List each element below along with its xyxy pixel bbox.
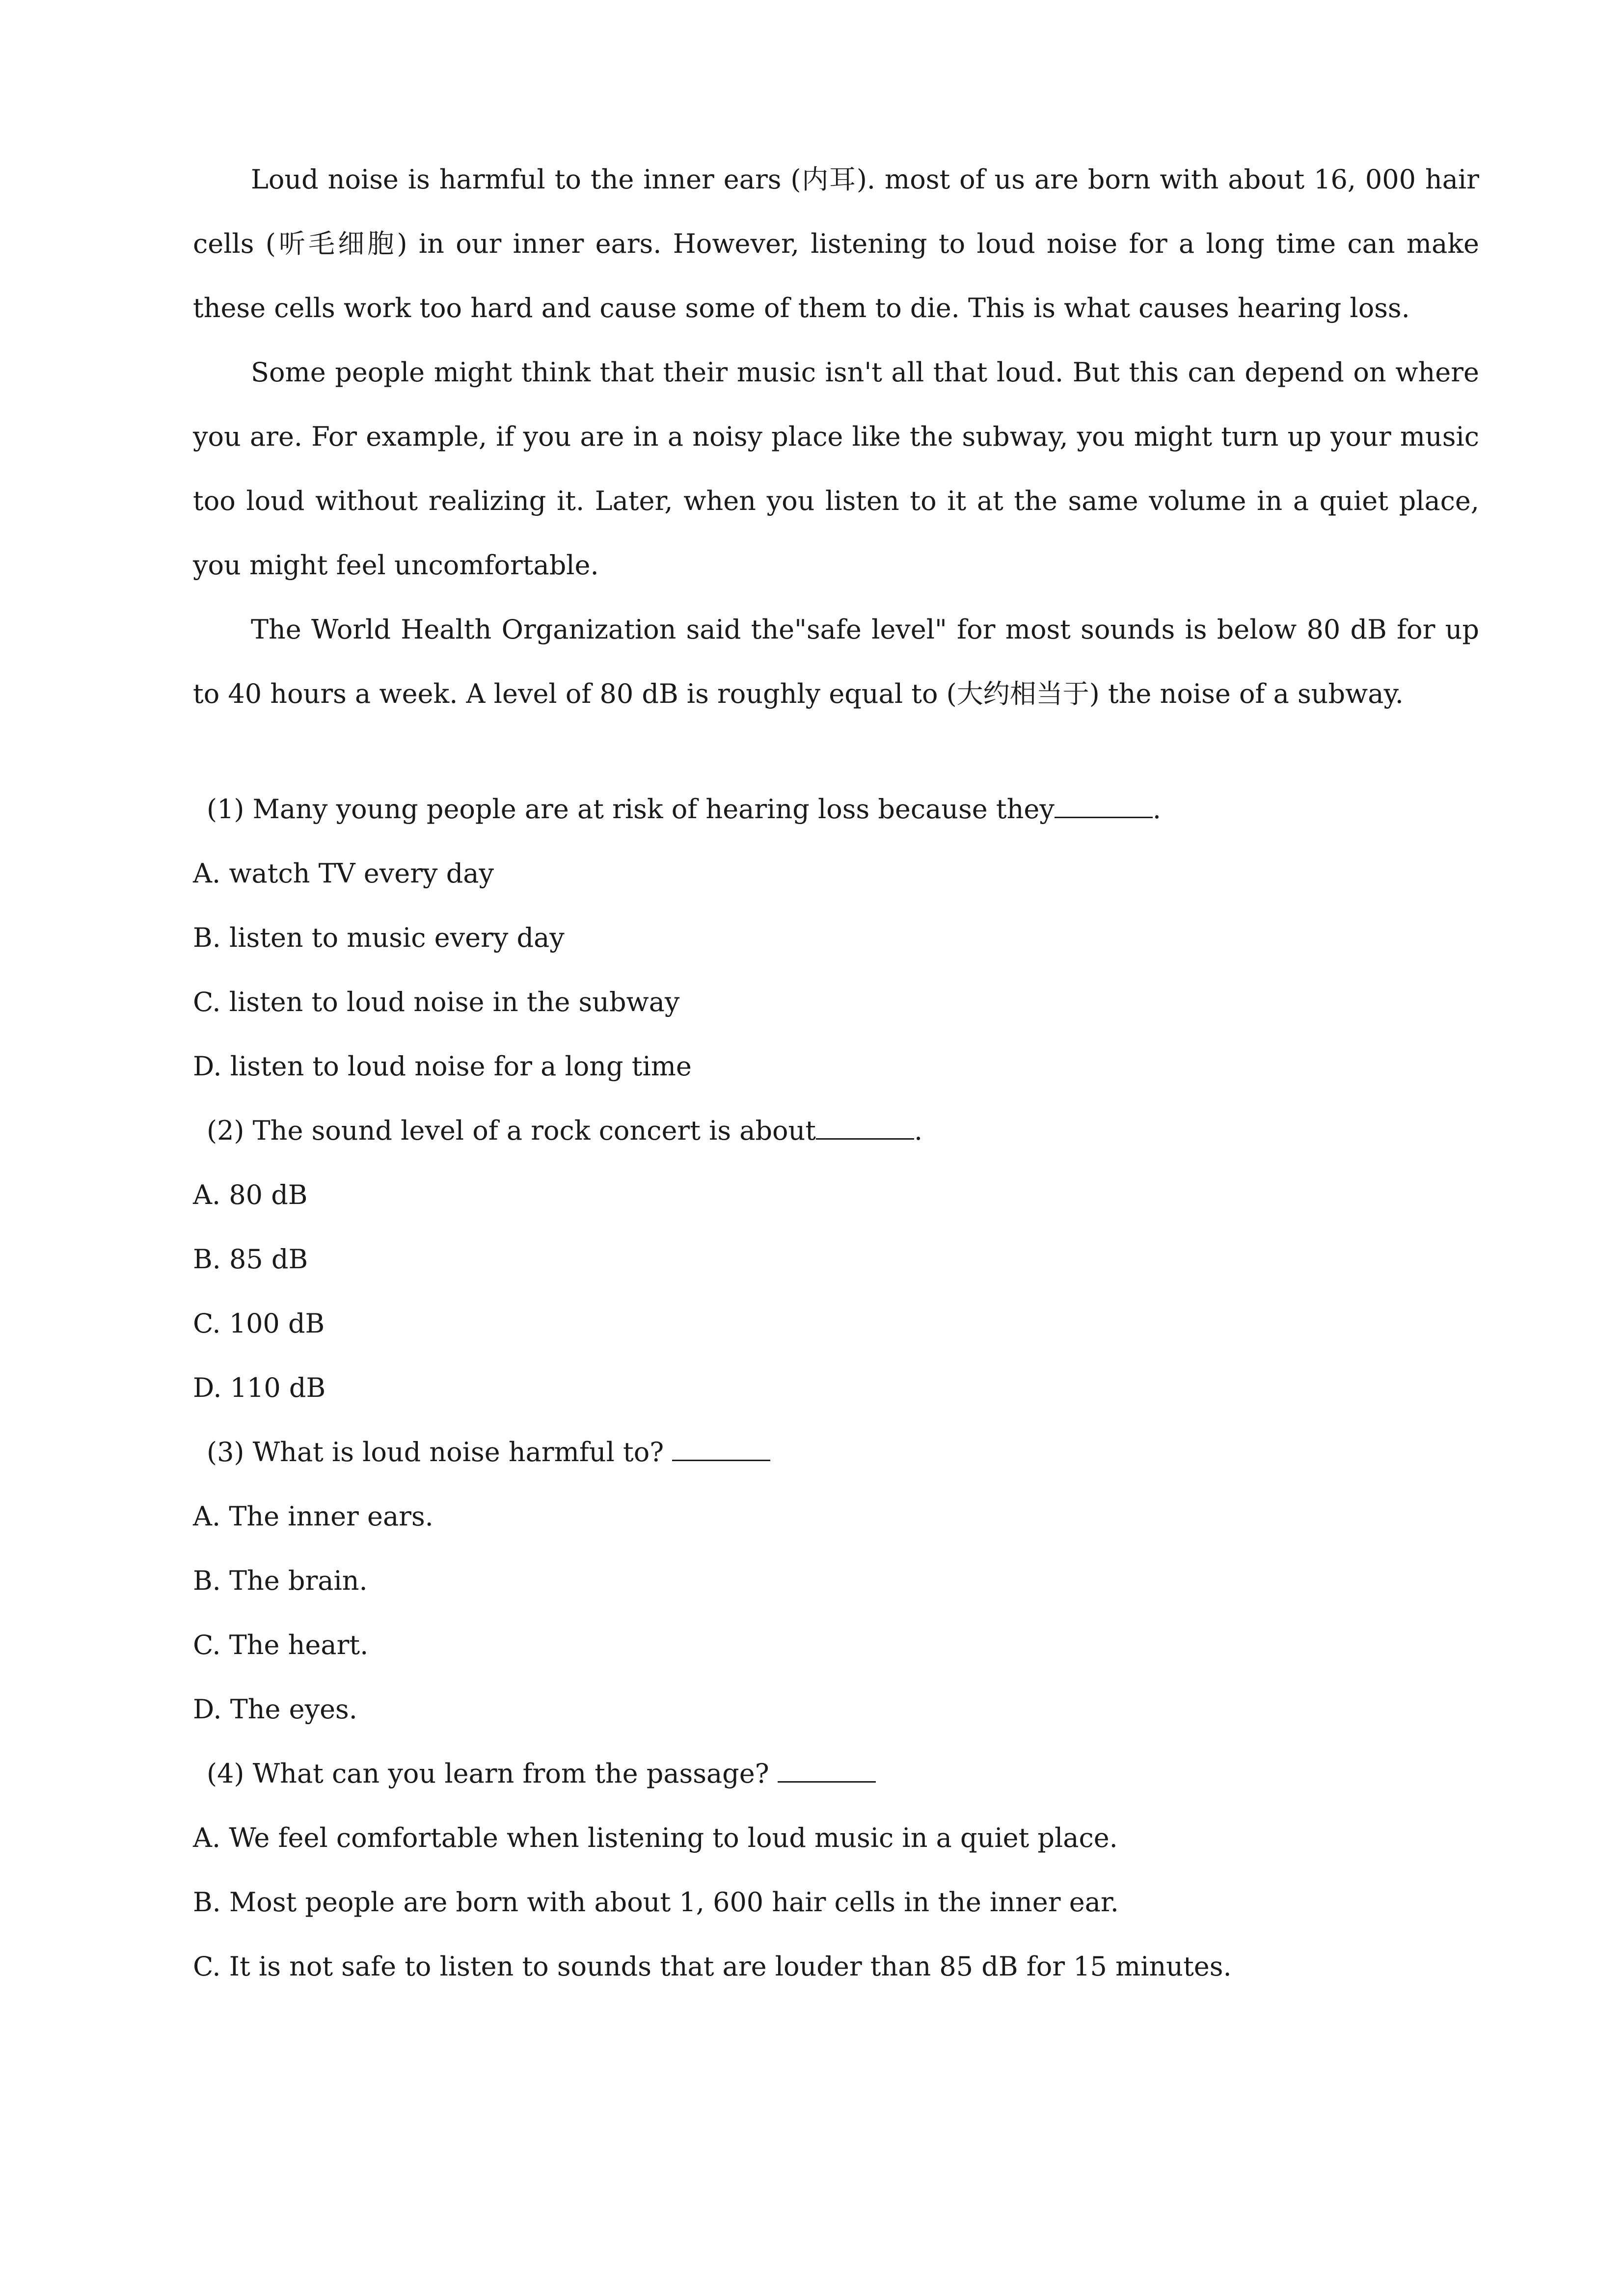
answer-blank: [1055, 797, 1153, 818]
option-d: D. 110 dB: [193, 1372, 326, 1403]
option-b: B. listen to music every day: [193, 922, 565, 953]
passage-paragraph-2: Some people might think that their music isn't all that loud. But this can depend on where you are. For example, if you are in a noisy place like the subway, you might turn up your music too loud without realizing it. Later, when you listen to it at the same volume in a quiet place, you might feel uncomfortable.: [193, 357, 1479, 581]
question-2: [193, 1098, 1479, 1420]
answer-blank: [778, 1762, 876, 1783]
option-a: A. 80 dB: [193, 1179, 308, 1210]
passage-paragraph-1: Loud noise is harmful to the inner ears (内耳). most of us are born with about 16, 000 hair cells (听毛细胞) in our inner ears. However, listening to loud noise for a long time can make these cells work too hard and cause some of them to die. This is what causes hearing loss.: [193, 164, 1479, 323]
option-a: A. watch TV every day: [193, 858, 494, 889]
option-b: B. Most people are born with about 1, 600 hair cells in the inner ear.: [193, 1887, 1119, 1918]
question-stem: [193, 1741, 1479, 1806]
option-d: D. listen to loud noise for a long time: [193, 1051, 692, 1082]
question-stem-text: (1) Many young people are at risk of hearing loss because they: [207, 794, 1055, 825]
section-spacer: [193, 726, 1479, 777]
question-stem-text: (3) What is loud noise harmful to?: [207, 1437, 673, 1468]
option-a: A. The inner ears.: [193, 1501, 433, 1532]
question-stem-text: (4) What can you learn from the passage?: [207, 1758, 778, 1789]
option-c: C. It is not safe to listen to sounds that are louder than 85 dB for 15 minutes.: [193, 1951, 1232, 1982]
option-b: B. The brain.: [193, 1565, 368, 1596]
answer-blank: [672, 1440, 770, 1461]
question-stem: [193, 777, 1479, 841]
question-4: [193, 1741, 1479, 1999]
option-c: C. 100 dB: [193, 1308, 325, 1339]
option-b: B. 85 dB: [193, 1244, 308, 1275]
question-stem-end: .: [914, 1115, 923, 1146]
question-stem: [193, 1098, 1479, 1163]
question-stem-text: (2) The sound level of a rock concert is about: [207, 1115, 816, 1146]
option-c: C. The heart.: [193, 1629, 369, 1660]
option-c: C. listen to loud noise in the subway: [193, 987, 680, 1017]
passage-paragraph-3: The World Health Organization said the"safe level" for most sounds is below 80 dB for up to 40 hours a week. A level of 80 dB is roughly equal to (大约相当于) the noise of a subway.: [193, 614, 1479, 709]
question-3: [193, 1420, 1479, 1741]
answer-blank: [816, 1119, 914, 1140]
question-1: [193, 777, 1479, 1098]
question-stem: [193, 1420, 1479, 1484]
option-a: A. We feel comfortable when listening to loud music in a quiet place.: [193, 1822, 1118, 1853]
question-stem-end: .: [1152, 794, 1162, 825]
document-page: [193, 147, 1479, 1999]
option-d: D. The eyes.: [193, 1694, 357, 1725]
